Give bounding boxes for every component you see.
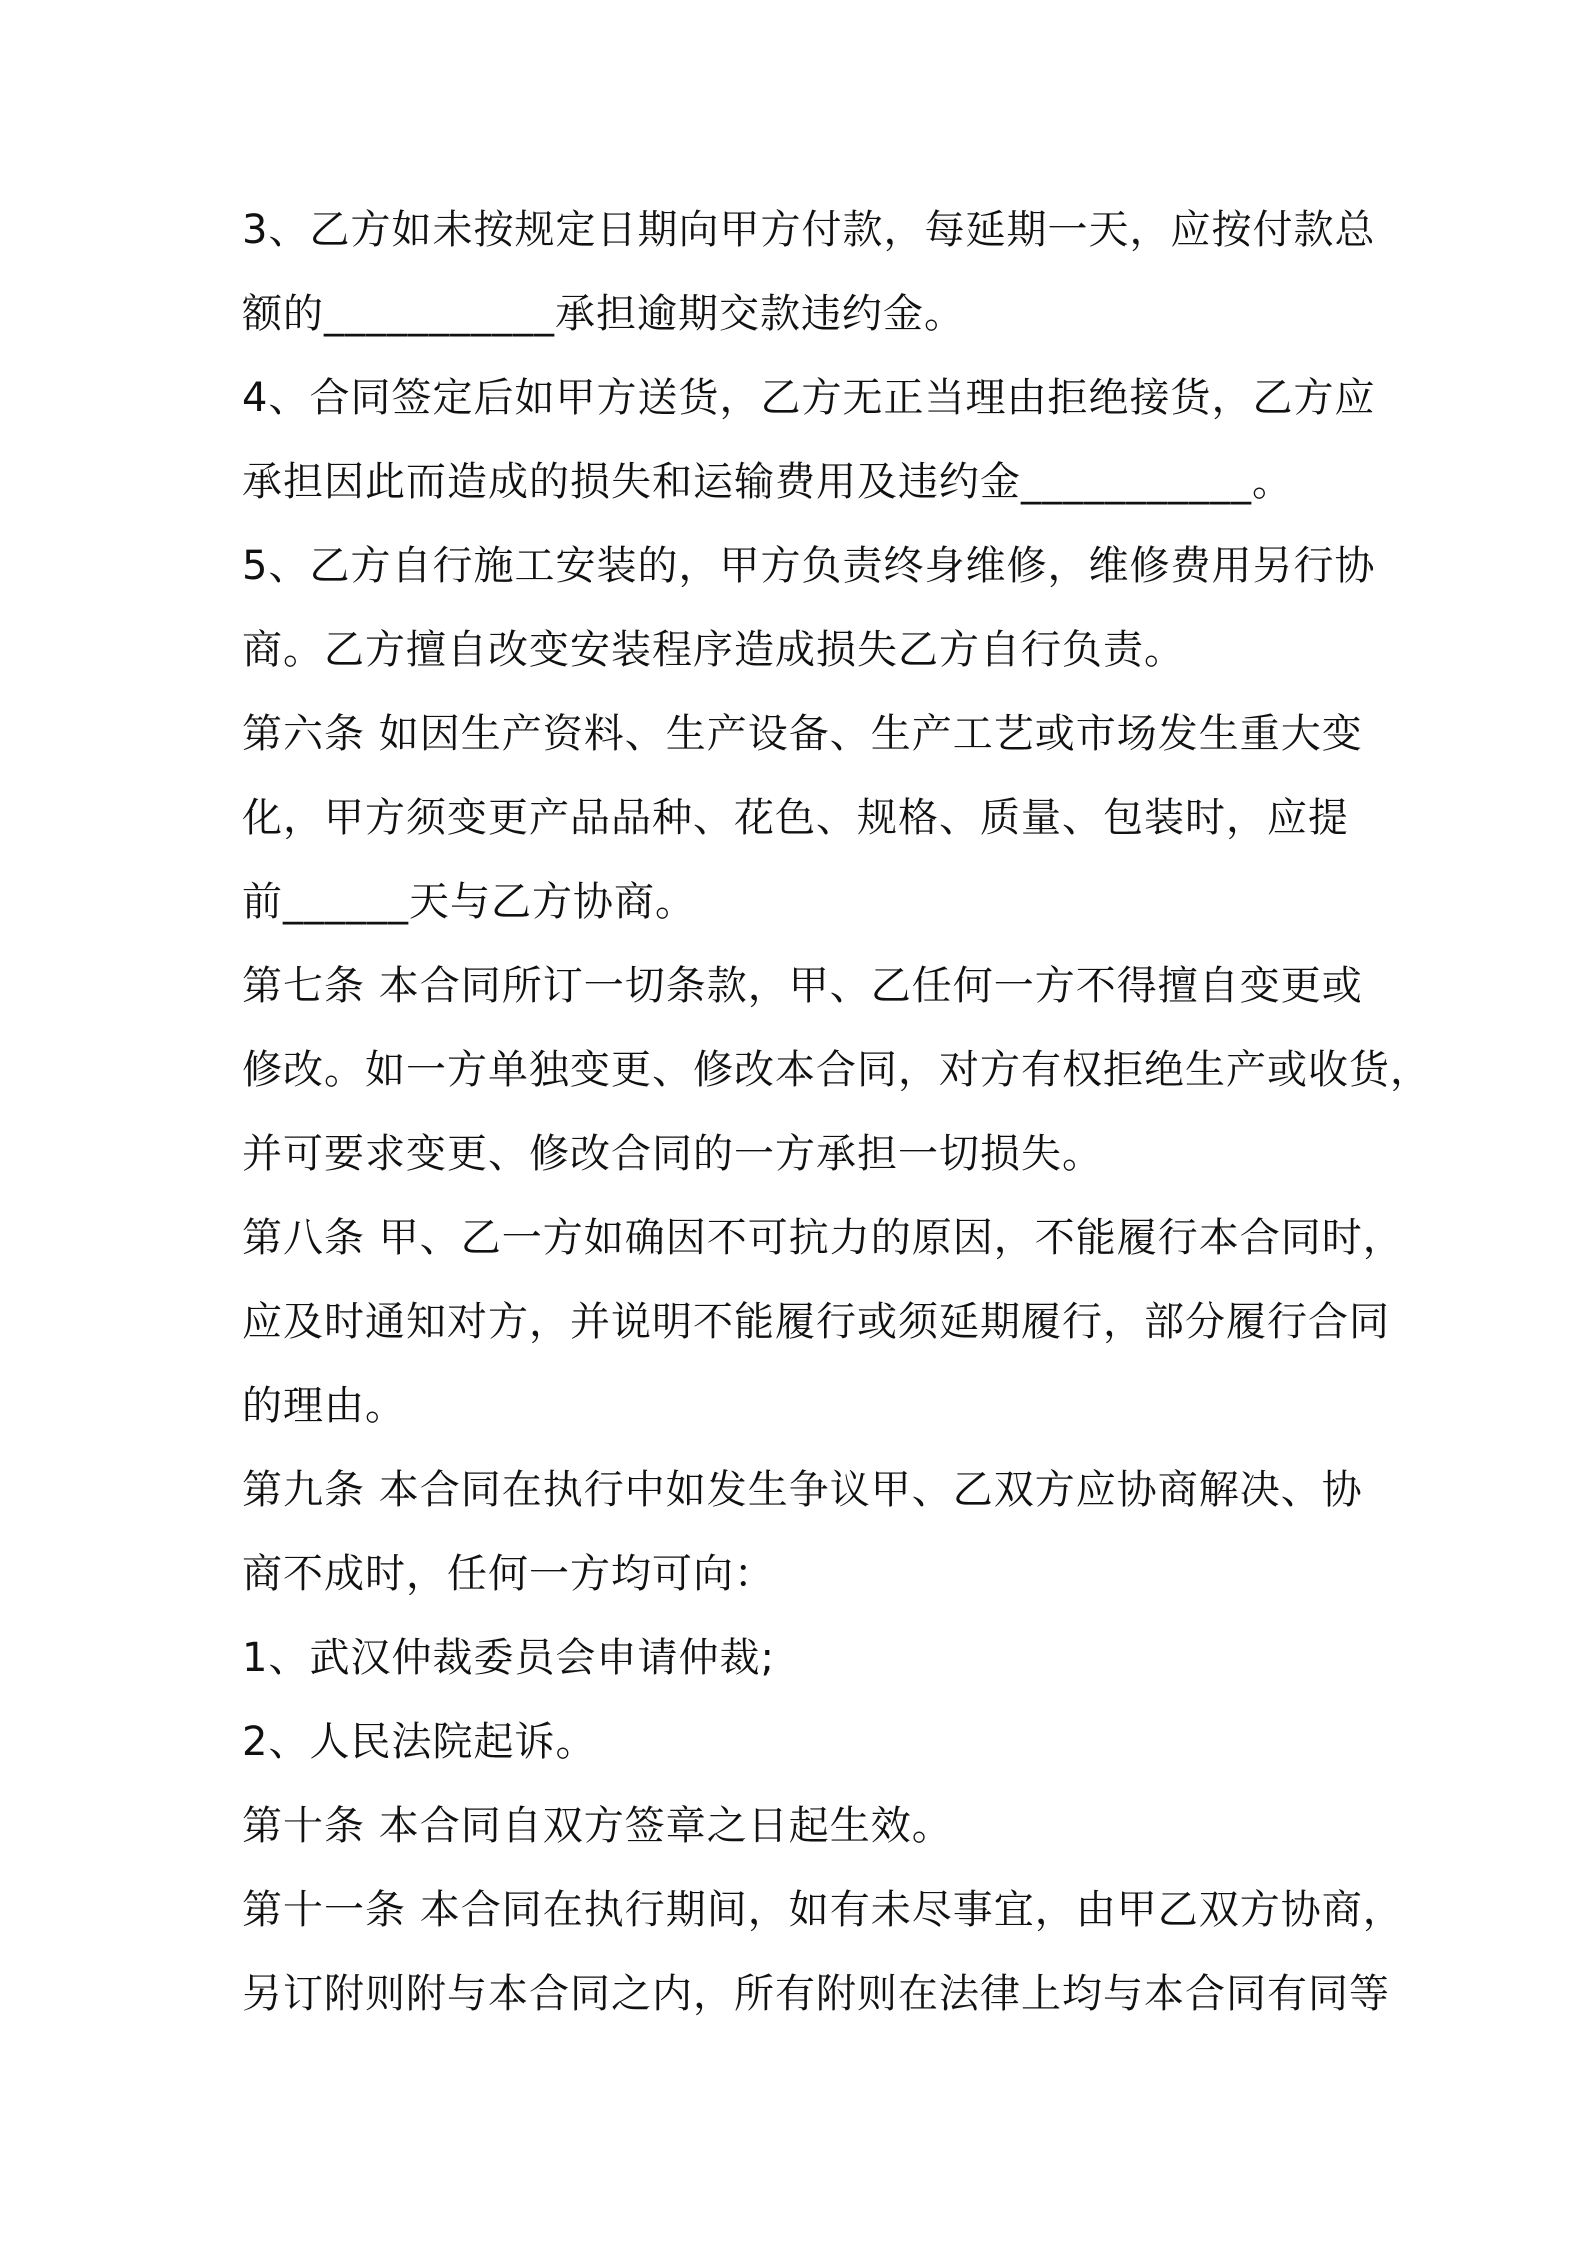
text-line: 承担因此而造成的损失和运输费用及违约金___________。 bbox=[242, 459, 1293, 505]
text-line: 第九条 本合同在执行中如发生争议甲、乙双方应协商解决、协 bbox=[242, 1467, 1363, 1513]
text-line: 另订附则附与本合同之内，所有附则在法律上均与本合同有同等 bbox=[242, 1971, 1390, 2017]
text-line: 额的___________承担逾期交款违约金。 bbox=[242, 291, 965, 337]
text-line: 第六条 如因生产资料、生产设备、生产工艺或市场发生重大变 bbox=[242, 711, 1363, 757]
text-line: 第十一条 本合同在执行期间，如有未尽事宜，由甲乙双方协商， bbox=[242, 1887, 1404, 1933]
text-line: 商。乙方擅自改变安装程序造成损失乙方自行负责。 bbox=[242, 627, 1185, 673]
text-line: 应及时通知对方，并说明不能履行或须延期履行，部分履行合同 bbox=[242, 1299, 1390, 1345]
text-line: 第八条 甲、乙一方如确因不可抗力的原因，不能履行本合同时， bbox=[242, 1215, 1404, 1261]
text-line: 5、乙方自行施工安装的，甲方负责终身维修，维修费用另行协 bbox=[242, 543, 1376, 589]
text-line: 第七条 本合同所订一切条款，甲、乙任何一方不得擅自变更或 bbox=[242, 963, 1363, 1009]
text-line: 前______天与乙方协商。 bbox=[242, 879, 696, 925]
text-line: 1、武汉仲裁委员会申请仲裁; bbox=[242, 1635, 775, 1681]
text-line: 3、乙方如未按规定日期向甲方付款，每延期一天，应按付款总 bbox=[242, 207, 1376, 253]
text-line: 4、合同签定后如甲方送货，乙方无正当理由拒绝接货，乙方应 bbox=[242, 375, 1376, 421]
text-line: 并可要求变更、修改合同的一方承担一切损失。 bbox=[242, 1131, 1103, 1177]
text-line: 的理由。 bbox=[242, 1383, 406, 1429]
text-line: 第十条 本合同自双方签章之日起生效。 bbox=[242, 1803, 953, 1849]
text-line: 修改。如一方单独变更、修改本合同，对方有权拒绝生产或收货， bbox=[242, 1047, 1431, 1093]
text-line: 化，甲方须变更产品品种、花色、规格、质量、包装时，应提 bbox=[242, 795, 1349, 841]
text-line: 商不成时，任何一方均可向： bbox=[242, 1551, 775, 1597]
text-line: 2、人民法院起诉。 bbox=[242, 1719, 597, 1765]
